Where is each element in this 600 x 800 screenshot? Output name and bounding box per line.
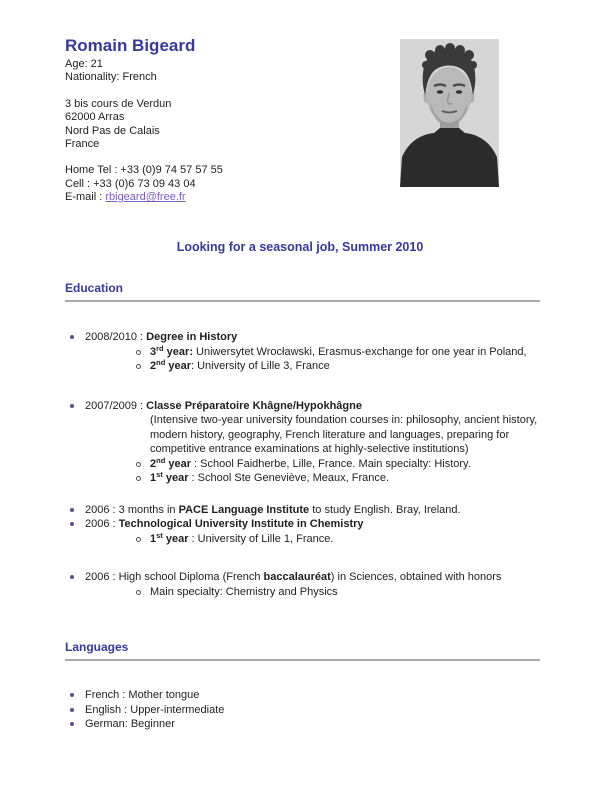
portrait-photo-icon bbox=[400, 39, 499, 187]
ordinal-suffix: nd bbox=[156, 455, 166, 465]
address-line: 3 bis cours de Verdun bbox=[65, 97, 172, 110]
bullet-icon bbox=[70, 508, 74, 512]
item-date: 2007/2009 : bbox=[85, 399, 147, 412]
languages-list bbox=[65, 688, 540, 732]
ordinal-suffix: st bbox=[156, 530, 163, 540]
subitem-text: Uniwersytet Wrocławski, Erasmus-exchange for one year in Poland, bbox=[192, 345, 527, 358]
bullet-icon bbox=[70, 404, 74, 408]
cell-line: Cell : +33 (0)6 73 09 43 04 bbox=[65, 177, 196, 190]
ordinal-suffix: nd bbox=[156, 358, 166, 367]
bullet-icon bbox=[70, 722, 74, 726]
education-item-description: (Intensive two-year university foundation courses in: philosophy, ancient history, modern history, geography, French literature and languages, preparing for competitive entrance examinations at highly-selective institutions) bbox=[150, 414, 538, 455]
education-item-3 bbox=[65, 503, 540, 518]
ordinal-number: 3 bbox=[150, 345, 157, 358]
item-date: 2008/2010 : bbox=[85, 331, 147, 343]
education-subitem bbox=[65, 457, 540, 472]
language-text: French : Mother tongue bbox=[85, 689, 200, 701]
home-tel-line: Home Tel : +33 (0)9 74 57 57 55 bbox=[65, 164, 223, 177]
address-line: France bbox=[65, 138, 100, 151]
item-bold-text: Technological University Institute in Chemistry bbox=[118, 518, 364, 530]
bullet-icon bbox=[70, 335, 74, 339]
item-degree: Classe Préparatoire Khâgne/Hypokhâgne bbox=[146, 399, 362, 412]
sub-bullet-icon bbox=[136, 537, 141, 542]
bullet-icon bbox=[70, 575, 74, 579]
subitem-text: Main specialty: Chemistry and Physics bbox=[150, 585, 338, 598]
bullet-icon bbox=[70, 693, 74, 697]
item-text: 2006 : High school Diploma (French bbox=[85, 571, 264, 583]
objective-title: Looking for a seasonal job, Summer 2010 bbox=[176, 240, 424, 254]
section-education bbox=[65, 281, 540, 599]
age-line: Age: 21 bbox=[65, 58, 103, 70]
subitem-text: : School Faidherbe, Lille, France. Main specialty: History. bbox=[191, 457, 471, 470]
item-degree: Degree in History bbox=[146, 331, 238, 343]
sub-bullet-icon bbox=[136, 364, 141, 369]
portrait-photo bbox=[400, 39, 499, 187]
education-item-4 bbox=[65, 517, 540, 532]
year-label: year bbox=[165, 457, 191, 470]
education-subitem bbox=[65, 359, 540, 374]
section-languages bbox=[65, 640, 540, 732]
language-text: English : Upper-intermediate bbox=[85, 703, 225, 716]
item-text: ) in Sciences, obtained with honors bbox=[330, 571, 502, 583]
item-bold-text: baccalauréat bbox=[263, 571, 331, 583]
ordinal-number: 2 bbox=[150, 457, 157, 470]
language-item bbox=[65, 688, 540, 703]
ordinal-number: 1 bbox=[150, 532, 157, 545]
nationality-line: Nationality: French bbox=[65, 71, 157, 84]
item-bold-text: PACE Language Institute bbox=[178, 503, 310, 516]
item-text: to study English. Bray, Ireland. bbox=[309, 503, 461, 516]
email-link[interactable]: rbigeard@free.fr bbox=[105, 191, 186, 204]
education-section-title: Education bbox=[65, 281, 540, 302]
email-line bbox=[65, 191, 223, 204]
education-subitem bbox=[65, 585, 540, 600]
subitem-text: : School Ste Geneviève, Meaux, France. bbox=[188, 472, 390, 484]
address-block bbox=[65, 98, 223, 152]
person-name: Romain Bigeard bbox=[65, 36, 196, 55]
address-line: Nord Pas de Calais bbox=[65, 124, 160, 137]
language-item bbox=[65, 717, 540, 732]
ordinal-suffix: rd bbox=[156, 343, 164, 353]
sub-bullet-icon bbox=[136, 462, 141, 467]
sub-bullet-icon bbox=[136, 476, 141, 481]
email-label: E-mail : bbox=[65, 191, 106, 204]
subitem-text: : University of Lille 3, France bbox=[191, 360, 330, 372]
year-label: year: bbox=[163, 345, 193, 358]
sub-bullet-icon bbox=[136, 590, 141, 595]
contact-block bbox=[65, 164, 223, 204]
item-text: 2006 : bbox=[85, 518, 119, 530]
education-subitem bbox=[65, 345, 540, 360]
bullet-icon bbox=[70, 708, 74, 712]
sub-bullet-icon bbox=[136, 350, 141, 355]
bullet-icon bbox=[70, 522, 74, 526]
education-list bbox=[65, 330, 540, 599]
ordinal-number: 2 bbox=[150, 360, 157, 372]
education-item-2 bbox=[65, 399, 540, 414]
address-line: 62000 Arras bbox=[65, 111, 125, 124]
language-item bbox=[65, 703, 540, 718]
ordinal-number: 1 bbox=[150, 472, 157, 484]
year-label: year bbox=[165, 360, 191, 372]
item-text: 2006 : 3 months in bbox=[85, 503, 179, 516]
year-label: year bbox=[162, 532, 189, 545]
languages-section-title: Languages bbox=[65, 640, 540, 661]
year-label: year bbox=[162, 472, 189, 484]
language-text: German: Beginner bbox=[85, 718, 175, 730]
education-subitem bbox=[65, 471, 540, 486]
education-subitem bbox=[65, 532, 540, 547]
ordinal-suffix: st bbox=[156, 470, 163, 479]
education-item-1 bbox=[65, 330, 540, 345]
identity-block bbox=[65, 36, 223, 205]
education-item-5 bbox=[65, 570, 540, 585]
subitem-text: : University of Lille 1, France. bbox=[188, 532, 334, 545]
